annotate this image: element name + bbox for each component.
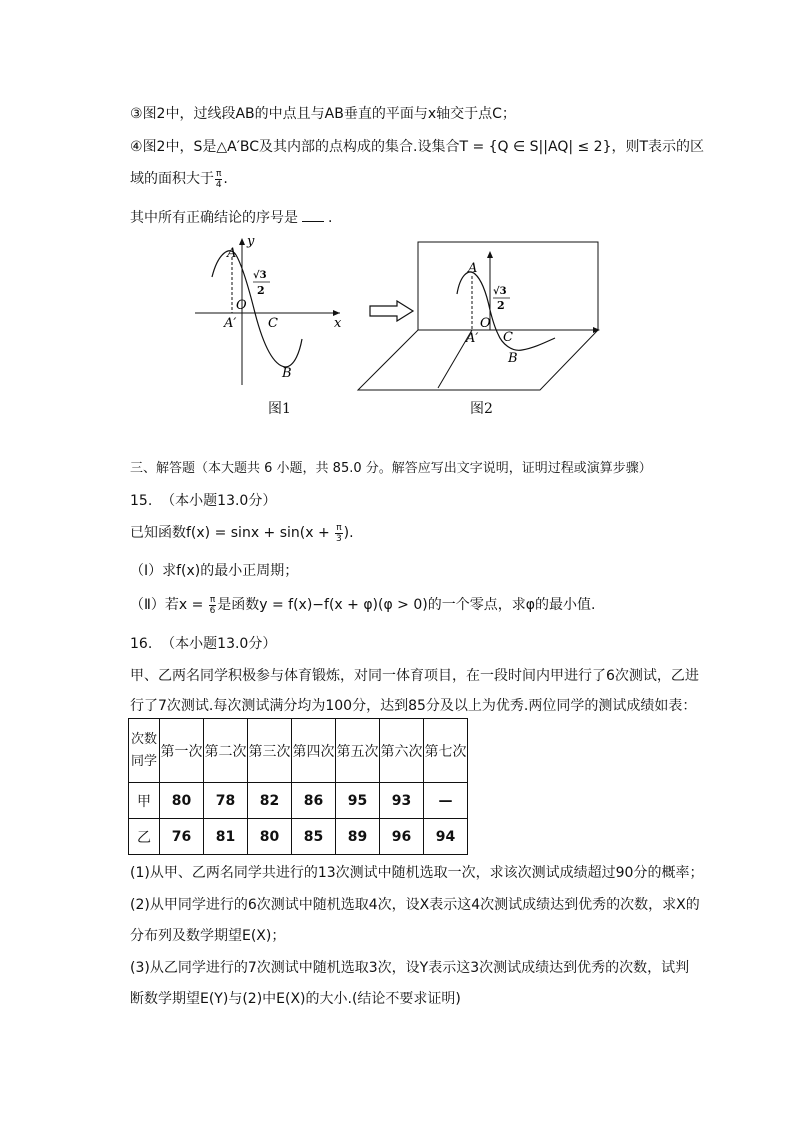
figure-2-caption: 图2 [470, 401, 493, 417]
label-y: y [247, 235, 255, 249]
q16-intro-2: 行了7次测试.每次测试满分均为100分，达到85分及以上为优秀.两位同学的测试成绩如表： [130, 698, 697, 714]
label-a-prime: A′ [224, 316, 237, 331]
label-o: O [236, 298, 247, 313]
sqrt3-label: √3 [253, 270, 267, 281]
label-x: x [334, 316, 342, 331]
fraction: $\frac{\pi}{4}$ [215, 168, 222, 190]
score-cell: 81 [204, 819, 248, 855]
header-cell: 第七次 [424, 719, 468, 783]
item-4-cont: 域的面积大于 $\frac{\pi}{4}$ . [130, 168, 228, 190]
row-name: 甲 [129, 783, 160, 819]
q16-part1: (1)从甲、乙两名同学共进行的13次测试中随机选取一次，求该次测试成绩超过90分的概率； [130, 865, 704, 881]
score-cell: 76 [160, 819, 204, 855]
q16-intro-1: 甲、乙两名同学积极参与体育锻炼，对同一体育项目，在一段时间内甲进行了6次测试，乙进 [130, 668, 699, 684]
header-cell: 第六次 [380, 719, 424, 783]
label-a-prime-2: A′ [466, 331, 479, 346]
label-b-2: B [508, 351, 518, 366]
score-cell: 96 [380, 819, 424, 855]
y-axis-arrow-2 [487, 251, 493, 258]
score-cell: 89 [336, 819, 380, 855]
score-cell: 93 [380, 783, 424, 819]
label-a: A [227, 246, 237, 261]
fraction: $\frac{\pi}{6}$ [209, 594, 216, 616]
question-line: 其中所有正确结论的序号是 . [130, 210, 333, 226]
fraction: $\frac{\pi}{3}$ [336, 522, 342, 544]
label-a-2: A [468, 261, 478, 276]
table-row [129, 783, 468, 819]
q16-part2-a: (2)从甲同学进行的6次测试中随机选取4次，设X表示这4次测试成绩达到优秀的次数，求X的 [130, 897, 700, 913]
score-cell: — [424, 783, 468, 819]
item-4: ④图2中，S是△A′BC及其内部的点构成的集合.设集合T = {Q ∈ S||AQ| ≤ 2}，则T表示的区 [130, 139, 705, 155]
score-cell: 86 [292, 783, 336, 819]
label-c-2: C [503, 330, 513, 345]
row-name: 乙 [129, 819, 160, 855]
q16-header: 16. （本小题13.0分） [130, 636, 277, 652]
header-cell: 第五次 [336, 719, 380, 783]
q15-part1: （Ⅰ）求f(x)的最小正周期； [130, 563, 299, 579]
figure-2 [350, 238, 610, 398]
vertical-plane [418, 242, 598, 330]
score-cell: 82 [248, 783, 292, 819]
score-cell: 95 [336, 783, 380, 819]
q16-part3-a: (3)从乙同学进行的7次测试中随机选取3次，设Y表示这3次测试成绩达到优秀的次数，试判 [130, 960, 690, 976]
two-label: 2 [257, 284, 265, 297]
item-3: ③图2中，过线段AB的中点且与AB垂直的平面与x轴交于点C； [130, 106, 516, 122]
q16-part3-b: 断数学期望E(Y)与(2)中E(X)的大小.(结论不要求证明) [130, 991, 461, 1007]
sine-curve-2 [457, 272, 498, 334]
score-cell: 80 [248, 819, 292, 855]
figure-1 [190, 235, 350, 395]
corner-cell: 次数 同学 [129, 719, 160, 783]
header-cell: 第二次 [204, 719, 248, 783]
q15-header: 15. （本小题13.0分） [130, 493, 277, 509]
sqrt3-label-2: √3 [493, 286, 507, 297]
q15-part2: （Ⅱ）若x = $\frac{\pi}{6}$ 是函数y = f(x)−f(x + φ)(φ > 0)的一个零点，求φ的最小值. [130, 594, 596, 616]
figure-1-caption: 图1 [268, 401, 291, 417]
label-o-2: O [480, 316, 491, 331]
two-label-2: 2 [497, 299, 505, 312]
score-cell: 80 [160, 783, 204, 819]
header-cell: 第三次 [248, 719, 292, 783]
section-header: 三、解答题（本大题共 6 小题，共 85.0 分。解答应写出文字说明，证明过程或演算步骤） [130, 461, 652, 476]
header-cell: 第四次 [292, 719, 336, 783]
label-c: C [268, 316, 278, 331]
y-axis-arrow [239, 238, 245, 245]
answer-blank [302, 209, 324, 222]
header-cell: 第一次 [160, 719, 204, 783]
sine-curve [212, 251, 302, 367]
score-cell: 78 [204, 783, 248, 819]
q15-given: 已知函数f(x) = sinx + sin(x + $\frac{\pi}{3}$ ). [130, 522, 354, 544]
label-b: B [282, 366, 292, 381]
table-row [129, 819, 468, 855]
score-cell: 94 [424, 819, 468, 855]
q16-part2-b: 分布列及数学期望E(X)； [130, 928, 286, 944]
score-cell: 85 [292, 819, 336, 855]
scores-table [128, 718, 468, 855]
